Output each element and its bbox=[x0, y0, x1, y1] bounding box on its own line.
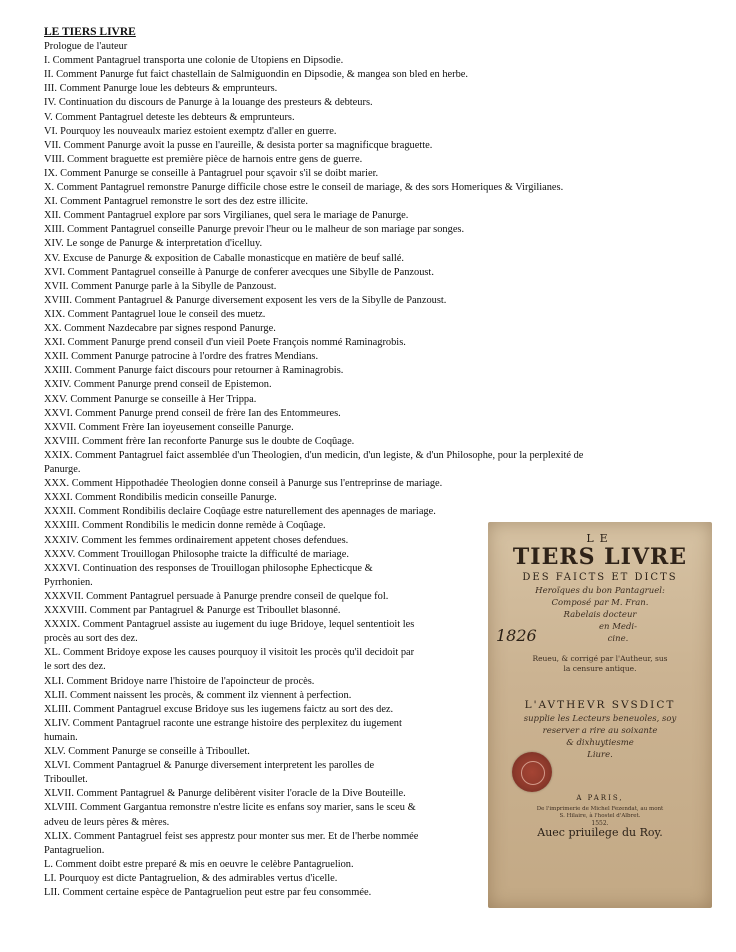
chapter-line: XI. Comment Pantagruel remonstre le sort des dez estre illicite. bbox=[44, 196, 309, 208]
book-title: TIERS LIVRE bbox=[512, 544, 688, 570]
chapter-line: XVIII. Comment Pantagruel & Panurge diversement exposent les vers de la Sibylle de Panzoust. bbox=[44, 294, 447, 306]
chapter-line: XLII. Comment naissent les procès, & comment ilz viennent à perfection. bbox=[44, 689, 352, 701]
chapter-line: XXXVIII. Comment par Pantagruel & Panurge est Triboullet blasonné. bbox=[44, 605, 341, 616]
chapter-line: XXI. Comment Panurge prend conseil d'un vieil Poete François nommé Raminagrobis. bbox=[44, 337, 406, 349]
chapter-line: XLVIII. Comment Gargantua remonstre n'estre licite es enfans soy marier, sans le sceu & bbox=[44, 802, 416, 814]
chapter-line: XX. Comment Nazdecabre par signes respond Panurge. bbox=[44, 323, 276, 334]
book-imprimerie: De l'imprimerie de Michel Fezendat, au mont bbox=[536, 806, 664, 812]
chapter-line: XVII. Comment Panurge parle à la Sibylle de Panzoust. bbox=[44, 280, 277, 292]
chapter-line: XLV. Comment Panurge se conseille à Triboullet. bbox=[44, 746, 250, 757]
chapter-line: V. Comment Pantagruel deteste les debteurs & emprunteurs. bbox=[44, 111, 295, 123]
prologue-line: Prologue de l'auteur bbox=[44, 41, 128, 52]
book-livre: Liure. bbox=[587, 750, 613, 760]
chapter-line: XXII. Comment Panurge patrocine à l'ordre des fratres Mendians. bbox=[44, 351, 319, 363]
book-compose: Composé par M. Fran. bbox=[551, 598, 649, 608]
book-rabelais: Rabelais docteur bbox=[563, 610, 637, 620]
chapter-line: XIX. Comment Pantagruel loue le conseil des muetz. bbox=[44, 308, 266, 320]
chapter-line: XXIII. Comment Panurge faict discours pour retourner à Raminagrobis. bbox=[44, 365, 344, 377]
book-year: 1552. bbox=[591, 820, 609, 827]
chapter-line: XLI. Comment Bridoye narre l'histoire de l'apoincteur de procès. bbox=[44, 675, 315, 687]
chapter-line: XXXVI. Continuation des responses de Trouillogan philosophe Ephecticque & bbox=[44, 562, 373, 574]
chapter-line: Panurge. bbox=[44, 464, 81, 475]
book-paris: A PARIS, bbox=[576, 794, 624, 802]
book-subtitle: DES FAICTS ET DICTS bbox=[522, 572, 678, 583]
chapter-line: XLIV. Comment Pantagruel raconte une estrange histoire des perplexitez du iugement bbox=[44, 717, 402, 729]
chapter-line: VII. Comment Panurge avoit la pusse en l'aureille, & desista porter sa magnificque braguette. bbox=[44, 139, 433, 151]
book-dixhuytiesme: & dixhuytiesme bbox=[566, 738, 634, 748]
chapter-line: Pyrrhonien. bbox=[44, 576, 93, 588]
book-autheur: L'AVTHEVR SVSDICT bbox=[524, 699, 676, 711]
book-supplie: supplie les Lecteurs beneuoles, soy bbox=[523, 714, 677, 724]
chapter-line: Triboullet. bbox=[44, 774, 88, 786]
chapter-line: XII. Comment Pantagruel explore par sors Virgilianes, quel sera le mariage de Panurge. bbox=[44, 210, 409, 222]
book-reveu: Reueu, & corrigé par l'Autheur, sus bbox=[532, 654, 668, 663]
chapter-line: procès au sort des dez. bbox=[44, 633, 138, 645]
chapter-line: VIII. Comment braguette est première pièce de harnois entre gens de guerre. bbox=[44, 153, 363, 165]
chapter-line: XXVI. Comment Panurge prend conseil de frère Ian des Entommeures. bbox=[44, 407, 341, 419]
chapter-line: XXVII. Comment Frère Ian ioyeusement conseille Panurge. bbox=[44, 421, 294, 433]
chapter-line: XLVII. Comment Pantagruel & Panurge delibèrent visiter l'oracle de la Dive Bouteille. bbox=[44, 788, 406, 800]
book-privilege: Auec priuilege du Roy. bbox=[537, 826, 663, 839]
chapter-line: XXXII. Comment Rondibilis declaire Coqûage estre naturellement des apennages de mariage. bbox=[44, 506, 436, 518]
chapter-line: XXIV. Comment Panurge prend conseil de Epistemon. bbox=[44, 379, 272, 391]
chapter-line: LI. Pourquoy est dicte Pantagruelion, & des admirables vertus d'icelle. bbox=[44, 872, 338, 884]
chapter-line: Pantagruelion. bbox=[44, 844, 105, 856]
book-medi: en Medi- bbox=[599, 622, 637, 632]
chapter-line: XXXIII. Comment Rondibilis le medicin donne remède à Coqûage. bbox=[44, 520, 326, 532]
book-title-page-image bbox=[488, 522, 712, 908]
chapter-line: XLIII. Comment Pantagruel excuse Bridoye sus les iugemens faictz au sort des dez. bbox=[44, 703, 394, 715]
printer-seal-icon bbox=[512, 752, 552, 792]
chapter-line: IX. Comment Panurge se conseille à Pantagruel pour sçavoir s'il se doibt marier. bbox=[44, 167, 379, 179]
chapter-line: X. Comment Pantagruel remonstre Panurge difficile chose estre le conseil de mariage, & des sors Homeriques & Virgilianes. bbox=[44, 182, 564, 193]
chapter-line: XXIX. Comment Pantagruel faict assemblée d'un Theologien, d'un medicin, d'un legiste, & d'un Philosophe, pour la perplexité de bbox=[44, 449, 584, 461]
chapter-line: XIII. Comment Pantagruel conseille Panurge prevoir l'heur ou le malheur de son mariage par songes. bbox=[44, 224, 465, 236]
chapter-line: humain. bbox=[44, 731, 78, 743]
document-title: LE TIERS LIVRE bbox=[44, 26, 136, 38]
book-censure: la censure antique. bbox=[563, 664, 637, 673]
chapter-line: IV. Continuation du discours de Panurge à la louange des presteurs & debteurs. bbox=[44, 97, 373, 109]
chapter-line: XXXV. Comment Trouillogan Philosophe traicte la difficulté de mariage. bbox=[44, 548, 349, 560]
chapter-line: XXX. Comment Hippothadée Theologien donne conseil à Panurge sus l'entreprinse de mariage. bbox=[44, 478, 443, 490]
chapter-line: XXXIV. Comment les femmes ordinairement appetent choses defendues. bbox=[44, 534, 349, 546]
chapter-line: I. Comment Pantagruel transporta une colonie de Utopiens en Dipsodie. bbox=[44, 55, 344, 67]
chapter-line: L. Comment doibt estre preparé & mis en oeuvre le celèbre Pantagruelion. bbox=[44, 858, 354, 870]
chapter-line: XXV. Comment Panurge se conseille à Her Trippa. bbox=[44, 393, 257, 405]
chapter-line: XXXIX. Comment Pantagruel assiste au iugement du iuge Bridoye, lequel sententioit les bbox=[44, 619, 415, 631]
chapter-line: XXXVII. Comment Pantagruel persuade à Panurge prendre conseil de quelque fol. bbox=[44, 590, 389, 602]
chapter-line: II. Comment Panurge fut faict chastellain de Salmiguondin en Dipsodie, & mangea son bled en herbe. bbox=[44, 69, 468, 81]
book-heroiques: Heroïques du bon Pantagruel: bbox=[535, 586, 665, 596]
chapter-line: XV. Excuse de Panurge & exposition de Caballe monasticque en matière de beuf sallé. bbox=[44, 252, 405, 264]
chapter-line: XXXI. Comment Rondibilis medicin conseille Panurge. bbox=[44, 492, 277, 504]
chapter-line: XLVI. Comment Pantagruel & Panurge diversement interpretent les parolles de bbox=[44, 760, 375, 772]
chapter-line: le sort des dez. bbox=[44, 661, 106, 673]
chapter-line: XIV. Le songe de Panurge & interpretation d'icelluy. bbox=[44, 238, 263, 250]
book-cine: cine. bbox=[607, 634, 629, 644]
handwritten-number: 1826 bbox=[496, 626, 537, 645]
chapter-line: XLIX. Comment Pantagruel feist ses apprestz pour monter sus mer. Et de l'herbe nommée bbox=[44, 830, 419, 842]
book-hilaire: S. Hilaire, à l'hostel d'Albret. bbox=[559, 813, 641, 819]
chapter-line: LII. Comment certaine espèce de Pantagruelion peut estre par feu consommée. bbox=[44, 887, 372, 898]
chapter-line: adveu de leurs pères & mères. bbox=[44, 816, 170, 828]
chapter-line: III. Comment Panurge loue les debteurs & emprunteurs. bbox=[44, 83, 278, 95]
chapter-line: VI. Pourquoy les nouveaulx mariez estoient exemptz d'aller en guerre. bbox=[44, 125, 337, 137]
chapter-line: XXVIII. Comment frère Ian reconforte Panurge sus le doubte de Coqûage. bbox=[44, 435, 355, 447]
book-le: LE bbox=[586, 532, 614, 545]
chapter-line: XL. Comment Bridoye expose les causes pourquoy il visitoit les procès qu'il decidoit par bbox=[44, 647, 415, 659]
book-reserver: reserver a rire au soixante bbox=[542, 726, 658, 736]
chapter-line: XVI. Comment Pantagruel conseille à Panurge de conferer avecques une Sibylle de Panzoust. bbox=[44, 266, 434, 278]
